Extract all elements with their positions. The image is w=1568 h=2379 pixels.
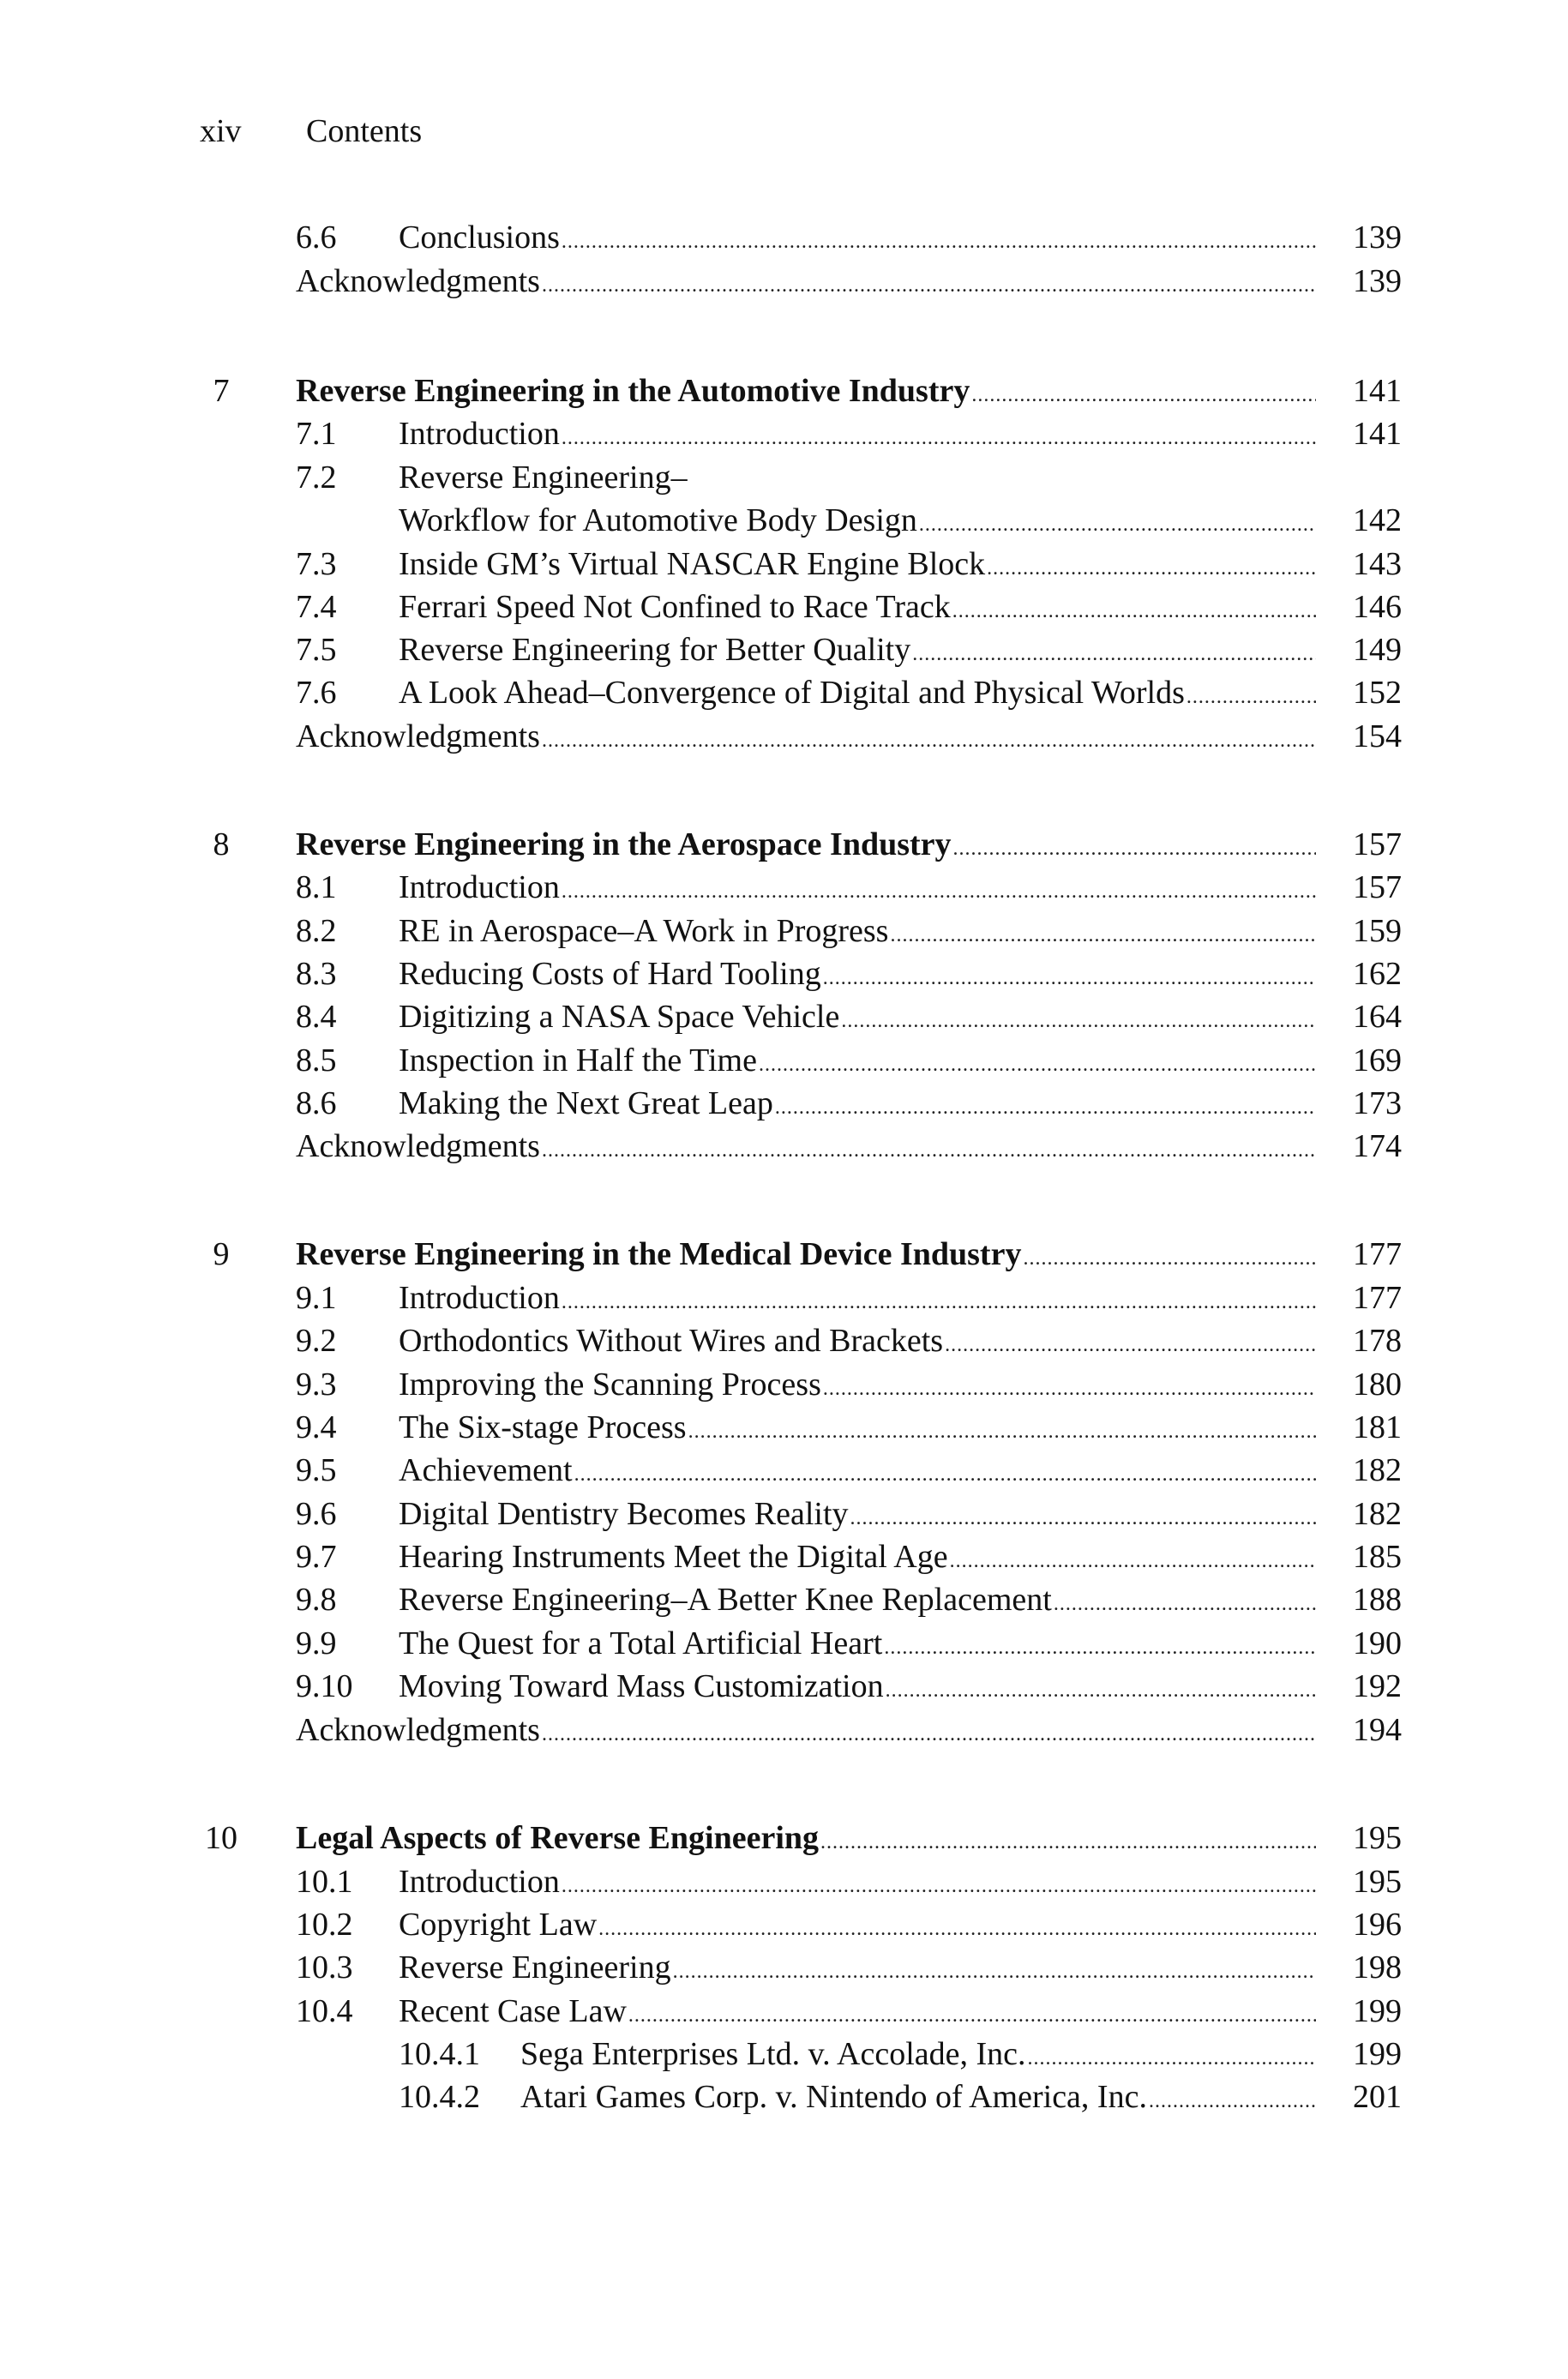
leader-dots — [823, 1367, 1316, 1410]
toc-entry-ch6-acknowledgments[interactable] — [0, 260, 1568, 303]
section-title: Moving Toward Mass Customization — [399, 1668, 884, 1704]
section-title: Acknowledgments — [296, 718, 540, 754]
toc-entry-9-8[interactable] — [0, 1578, 1568, 1621]
section-number: 10.2 — [296, 1907, 353, 1943]
toc-chapter-9[interactable] — [0, 1233, 1568, 1276]
leader-dots — [562, 1281, 1316, 1324]
section-number: 10.1 — [296, 1864, 353, 1900]
subsection-number: 10.4.1 — [399, 2036, 480, 2072]
section-title: Reverse Engineering– — [399, 460, 688, 496]
running-head-title: Contents — [306, 113, 423, 149]
section-number: 6.6 — [296, 219, 337, 255]
toc-entry-10-1[interactable] — [0, 1860, 1568, 1903]
leader-dots — [886, 1669, 1316, 1712]
section-title: Improving the Scanning Process — [399, 1367, 821, 1403]
toc-chapter-8[interactable] — [0, 823, 1568, 866]
toc-entry-7-1[interactable] — [0, 412, 1568, 455]
section-number: 9.1 — [296, 1280, 337, 1316]
toc-entry-8-3[interactable] — [0, 952, 1568, 995]
leader-dots — [945, 1324, 1316, 1367]
leader-dots — [919, 503, 1316, 546]
toc-entry-9-3[interactable] — [0, 1363, 1568, 1406]
toc-entry-7-2[interactable] — [0, 456, 1568, 499]
section-number: 10.4 — [296, 1993, 353, 2029]
leader-dots — [1149, 2080, 1316, 2123]
section-title: Introduction — [399, 1280, 560, 1316]
section-title: Introduction — [399, 416, 560, 452]
leader-dots — [574, 1453, 1316, 1496]
section-number: 9.8 — [296, 1582, 337, 1618]
page-number: 182 — [1353, 1452, 1402, 1488]
leader-dots — [562, 1865, 1316, 1907]
leader-dots — [1028, 2037, 1316, 2080]
page-number: 185 — [1353, 1539, 1402, 1575]
toc-entry-7-5[interactable] — [0, 628, 1568, 671]
section-number: 7.5 — [296, 632, 337, 668]
toc-entry-10-2[interactable] — [0, 1903, 1568, 1946]
section-number: 9.2 — [296, 1323, 337, 1359]
toc-entry-8-4[interactable] — [0, 995, 1568, 1038]
leader-dots — [562, 220, 1316, 263]
page-number: 178 — [1353, 1323, 1402, 1359]
page-number: 146 — [1353, 589, 1402, 625]
leader-dots — [952, 590, 1316, 633]
leader-dots — [598, 1907, 1316, 1950]
section-title: Conclusions — [399, 219, 560, 255]
toc-entry-7-6[interactable] — [0, 671, 1568, 714]
page-number: 182 — [1353, 1496, 1402, 1532]
leader-dots — [850, 1497, 1316, 1540]
leader-dots — [628, 1994, 1316, 2037]
section-title: Digitizing a NASA Space Vehicle — [399, 999, 840, 1035]
page-number: 192 — [1353, 1668, 1402, 1704]
toc-entry-9-5[interactable] — [0, 1449, 1568, 1492]
leader-dots — [542, 719, 1316, 762]
toc-entry-9-6[interactable] — [0, 1493, 1568, 1535]
section-title: Achievement — [399, 1452, 573, 1488]
page-number: 198 — [1353, 1949, 1402, 1986]
page-number: 139 — [1353, 263, 1402, 299]
leader-dots — [890, 914, 1316, 957]
page-number: 143 — [1353, 546, 1402, 582]
section-number: 7.1 — [296, 416, 337, 452]
page-number: 177 — [1353, 1236, 1402, 1272]
page-number: 195 — [1353, 1820, 1402, 1856]
page-number: 141 — [1353, 373, 1402, 409]
leader-dots — [562, 870, 1316, 913]
section-number: 8.3 — [296, 956, 337, 992]
leader-dots — [950, 1540, 1316, 1583]
page-number: 159 — [1353, 913, 1402, 949]
section-number: 9.3 — [296, 1367, 337, 1403]
page-number: 157 — [1353, 826, 1402, 862]
page-number: 177 — [1353, 1280, 1402, 1316]
section-number: 8.2 — [296, 913, 337, 949]
section-number: 9.7 — [296, 1539, 337, 1575]
page-number: 199 — [1353, 1993, 1402, 2029]
section-title: Recent Case Law — [399, 1993, 627, 2029]
page-number: 173 — [1353, 1085, 1402, 1121]
toc-entry-10-4-1[interactable] — [0, 2033, 1568, 2076]
page-number: 196 — [1353, 1907, 1402, 1943]
toc-entry-ch7-acknowledgments[interactable] — [0, 715, 1568, 758]
leader-dots — [841, 1000, 1316, 1042]
chapter-title: Legal Aspects of Reverse Engineering — [296, 1820, 820, 1856]
toc-entry-8-1[interactable] — [0, 866, 1568, 909]
section-title: Inside GM’s Virtual NASCAR Engine Block — [399, 546, 986, 582]
leader-dots — [884, 1626, 1316, 1669]
page-number: 195 — [1353, 1864, 1402, 1900]
page-number: 190 — [1353, 1625, 1402, 1661]
section-number: 10.3 — [296, 1949, 353, 1986]
toc-entry-8-6[interactable] — [0, 1082, 1568, 1125]
subsection-title: Sega Enterprises Ltd. v. Accolade, Inc. — [520, 2036, 1026, 2072]
leader-dots — [542, 264, 1316, 307]
page-number: 169 — [1353, 1042, 1402, 1078]
chapter-title: Reverse Engineering in the Aerospace Industry — [296, 826, 952, 862]
section-title: Inspection in Half the Time — [399, 1042, 757, 1078]
section-title: Reverse Engineering–A Better Knee Replacement — [399, 1582, 1052, 1618]
page-number: 162 — [1353, 956, 1402, 992]
section-number: 8.6 — [296, 1085, 337, 1121]
toc-entry-7-3[interactable] — [0, 543, 1568, 586]
leader-dots — [1054, 1583, 1316, 1625]
chapter-title: Reverse Engineering in the Automotive Industry — [296, 373, 970, 409]
chapter-title: Reverse Engineering in the Medical Device Industry — [296, 1236, 1022, 1272]
subsection-number: 10.4.2 — [399, 2079, 480, 2115]
leader-dots — [953, 827, 1316, 870]
chapter-number: 7 — [213, 373, 230, 409]
section-number: 8.4 — [296, 999, 337, 1035]
leader-dots — [688, 1410, 1316, 1453]
leader-dots — [562, 417, 1316, 460]
section-title: RE in Aerospace–A Work in Progress — [399, 913, 889, 949]
leader-dots — [775, 1086, 1316, 1129]
toc-entry-ch9-acknowledgments[interactable] — [0, 1709, 1568, 1751]
page-number: 157 — [1353, 869, 1402, 905]
section-title: Digital Dentistry Becomes Reality — [399, 1496, 849, 1532]
toc-entry-7-4[interactable] — [0, 586, 1568, 628]
leader-dots — [823, 957, 1316, 1000]
page-number: 149 — [1353, 632, 1402, 668]
leader-dots — [673, 1950, 1316, 1993]
toc-entry-9-4[interactable] — [0, 1406, 1568, 1449]
page-number: 199 — [1353, 2036, 1402, 2072]
toc-entry-7-2-continued[interactable] — [0, 499, 1568, 542]
toc-entry-10-4[interactable] — [0, 1990, 1568, 2033]
toc-entry-6-6[interactable] — [0, 216, 1568, 259]
page-number: 141 — [1353, 416, 1402, 452]
section-title: Ferrari Speed Not Confined to Race Track — [399, 589, 951, 625]
leader-dots — [912, 633, 1316, 676]
page-number: 188 — [1353, 1582, 1402, 1618]
page-number: 152 — [1353, 675, 1402, 711]
subsection-title: Atari Games Corp. v. Nintendo of America, Inc. — [520, 2079, 1147, 2115]
toc-entry-9-7[interactable] — [0, 1535, 1568, 1578]
leader-dots — [987, 547, 1316, 590]
page-number: 194 — [1353, 1712, 1402, 1748]
leader-dots — [1187, 676, 1316, 718]
section-number: 7.4 — [296, 589, 337, 625]
section-title: Copyright Law — [399, 1907, 598, 1943]
section-number: 9.4 — [296, 1409, 337, 1445]
section-title: Reverse Engineering for Better Quality — [399, 632, 911, 668]
section-title: Reducing Costs of Hard Tooling — [399, 956, 821, 992]
toc-entry-ch8-acknowledgments[interactable] — [0, 1125, 1568, 1168]
page-number: 142 — [1353, 502, 1402, 538]
page-folio: xiv — [200, 113, 242, 149]
page-number: 154 — [1353, 718, 1402, 754]
toc-entry-9-1[interactable] — [0, 1277, 1568, 1319]
section-number: 7.2 — [296, 460, 337, 496]
section-number: 8.1 — [296, 869, 337, 905]
page-number: 181 — [1353, 1409, 1402, 1445]
page-number: 164 — [1353, 999, 1402, 1035]
chapter-number: 8 — [213, 826, 230, 862]
toc-entry-9-10[interactable] — [0, 1665, 1568, 1708]
toc-chapter-7[interactable] — [0, 369, 1568, 412]
toc-entry-8-5[interactable] — [0, 1039, 1568, 1082]
section-title: Introduction — [399, 869, 560, 905]
page-number: 139 — [1353, 219, 1402, 255]
page-number: 180 — [1353, 1367, 1402, 1403]
section-title: Acknowledgments — [296, 1712, 540, 1748]
toc-entry-8-2[interactable] — [0, 910, 1568, 952]
section-title: The Quest for a Total Artificial Heart — [399, 1625, 883, 1661]
section-title: Hearing Instruments Meet the Digital Age — [399, 1539, 948, 1575]
section-title: A Look Ahead–Convergence of Digital and Physical Worlds — [399, 675, 1185, 711]
section-title: Making the Next Great Leap — [399, 1085, 773, 1121]
section-number: 8.5 — [296, 1042, 337, 1078]
section-title: Acknowledgments — [296, 1128, 540, 1164]
leader-dots — [542, 1713, 1316, 1756]
section-title: Reverse Engineering — [399, 1949, 671, 1986]
section-title: Orthodontics Without Wires and Brackets — [399, 1323, 944, 1359]
section-number: 9.5 — [296, 1452, 337, 1488]
leader-dots — [759, 1043, 1316, 1086]
toc-entry-9-9[interactable] — [0, 1622, 1568, 1665]
toc-entry-10-3[interactable] — [0, 1946, 1568, 1989]
running-head — [200, 110, 422, 153]
page-number: 201 — [1353, 2079, 1402, 2115]
section-number: 9.9 — [296, 1625, 337, 1661]
toc-entry-10-4-2[interactable] — [0, 2076, 1568, 2118]
section-number: 9.10 — [296, 1668, 353, 1704]
section-title: Introduction — [399, 1864, 560, 1900]
chapter-number: 10 — [205, 1820, 237, 1856]
leader-dots — [820, 1821, 1316, 1864]
chapter-number: 9 — [213, 1236, 230, 1272]
section-title: The Six-stage Process — [399, 1409, 687, 1445]
page-number: 174 — [1353, 1128, 1402, 1164]
section-title: Acknowledgments — [296, 263, 540, 299]
leader-dots — [1023, 1237, 1316, 1280]
section-number: 7.6 — [296, 675, 337, 711]
leader-dots — [542, 1129, 1316, 1172]
toc-entry-9-2[interactable] — [0, 1319, 1568, 1362]
section-title-continuation: Workflow for Automotive Body Design — [399, 502, 917, 538]
leader-dots — [971, 374, 1316, 417]
toc-chapter-10[interactable] — [0, 1817, 1568, 1859]
section-number: 7.3 — [296, 546, 337, 582]
section-number: 9.6 — [296, 1496, 337, 1532]
